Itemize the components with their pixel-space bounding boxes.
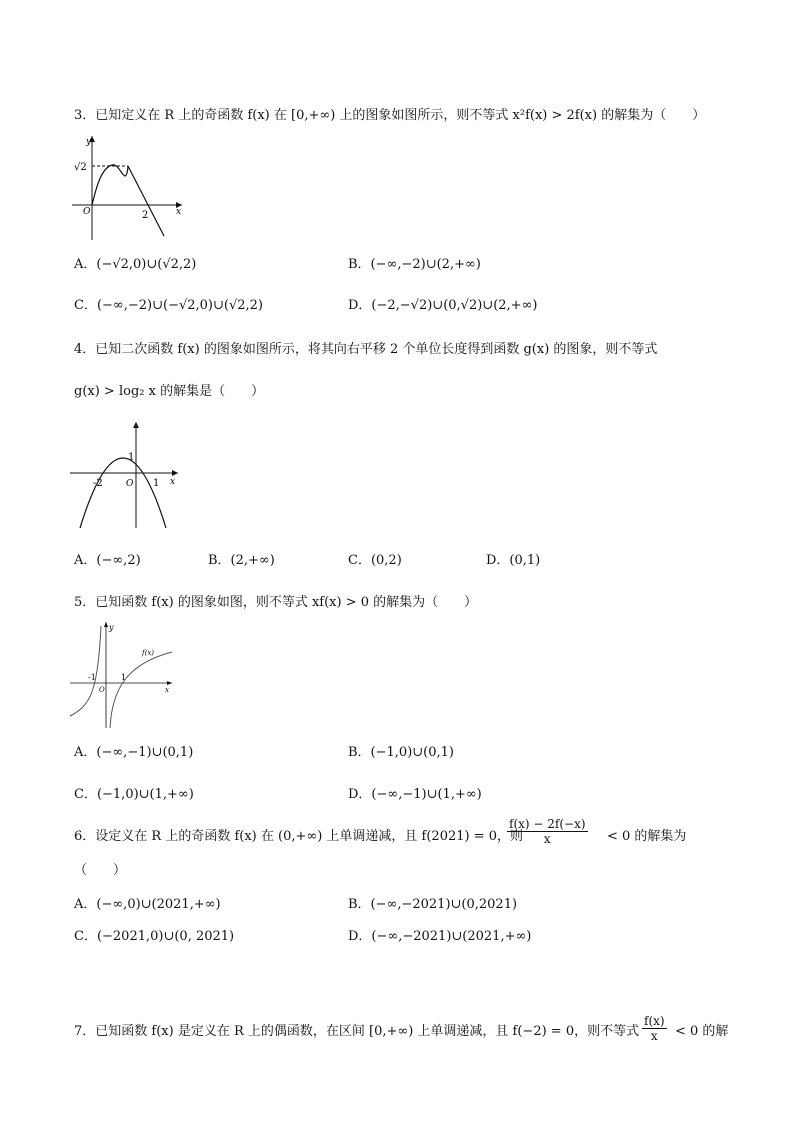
q4-graph [66,418,186,533]
q4-option-a: A．(−∞,2) [74,553,141,568]
q4-stem-line2: g(x) > log₂ x 的解集是（ ） [74,384,265,399]
q4-option-d: D．(0,1) [486,553,541,568]
q5-x-axis-label: x [165,686,169,694]
q4-stem-line1: 4．已知二次函数 f(x) 的图象如图所示，将其向右平移 2 个单位长度得到函数 g(x) 的图象，则不等式 [74,342,658,357]
q3-origin-label: O [83,207,91,217]
q3-y-tick-label: √2 [74,162,87,173]
q4-x-tick-pos-label: 1 [153,478,160,489]
q5-graph [68,620,178,730]
q6-fraction-denominator: x [543,832,551,846]
q5-y-axis-label: y [109,623,114,632]
q6-fraction [507,817,588,846]
q5-stem: 5．已知函数 f(x) 的图象如图，则不等式 xf(x) > 0 的解集为（ ） [74,595,478,610]
q5-origin-label: O [99,686,105,694]
q7-fraction [642,1014,667,1043]
q3-option-a: A．(−√2,0)∪(√2,2) [74,257,197,272]
q3-x-axis-label: x [176,207,182,217]
q6-option-c: C．(−2021,0)∪(0, 2021) [74,929,235,944]
q6-stem-a: 6．设定义在 R 上的奇函数 f(x) 在 (0,+∞) 上单调递减，且 f(2021) = 0，则 [74,829,524,844]
q4-x-axis-label: x [170,477,176,487]
q5-x-tick-pos-label: 1 [121,673,127,682]
q6-stem-b: < 0 的解集为 [607,829,687,844]
q7-stem-a: 7．已知函数 f(x) 是定义在 R 上的偶函数，在区间 [0,+∞) 上单调递减，且 f(−2) = 0，则不等式 [74,1024,640,1039]
q3-stem: 3．已知定义在 R 上的奇函数 f(x) 在 [0,+∞) 上的图象如图所示，则不等式 x²f(x) > 2f(x) 的解集为（ ） [74,108,706,123]
q6-fraction-numerator: f(x) − 2f(−x) [509,817,586,831]
q6-paren: （ ） [74,863,127,878]
q3-y-axis-label: y [86,137,92,147]
q3-graph [70,132,190,242]
q5-option-a: A．(−∞,−1)∪(0,1) [74,745,194,760]
q6-option-b: B．(−∞,−2021)∪(0,2021) [348,897,518,912]
q5-option-d: D．(−∞,−1)∪(1,+∞) [348,787,482,802]
q5-option-b: B．(−1,0)∪(0,1) [348,745,454,760]
q7-stem-b: < 0 的解 [675,1024,729,1039]
q6-option-d: D．(−∞,−2021)∪(2021,+∞) [348,929,532,944]
q6-option-a: A．(−∞,0)∪(2021,+∞) [74,897,221,912]
q7-fraction-denominator: x [650,1029,658,1043]
q3-option-d: D．(−2,−√2)∪(0,√2)∪(2,+∞) [348,298,538,313]
q5-curve-label: f(x) [142,649,155,657]
q3-option-c: C．(−∞,−2)∪(−√2,0)∪(√2,2) [74,298,263,313]
q5-option-c: C．(−1,0)∪(1,+∞) [74,787,194,802]
q4-option-b: B．(2,+∞) [208,553,275,568]
q3-option-b: B．(−∞,−2)∪(2,+∞) [348,257,481,272]
q4-option-c: C．(0,2) [348,553,402,568]
q4-origin-label: O [126,479,134,489]
q3-x-tick-label: 2 [142,210,149,221]
q5-x-tick-neg-label: -1 [88,673,96,682]
q4-x-tick-neg-label: -2 [93,478,103,489]
q4-y-tick-label: 1 [128,452,135,463]
q7-fraction-numerator: f(x) [644,1014,665,1028]
